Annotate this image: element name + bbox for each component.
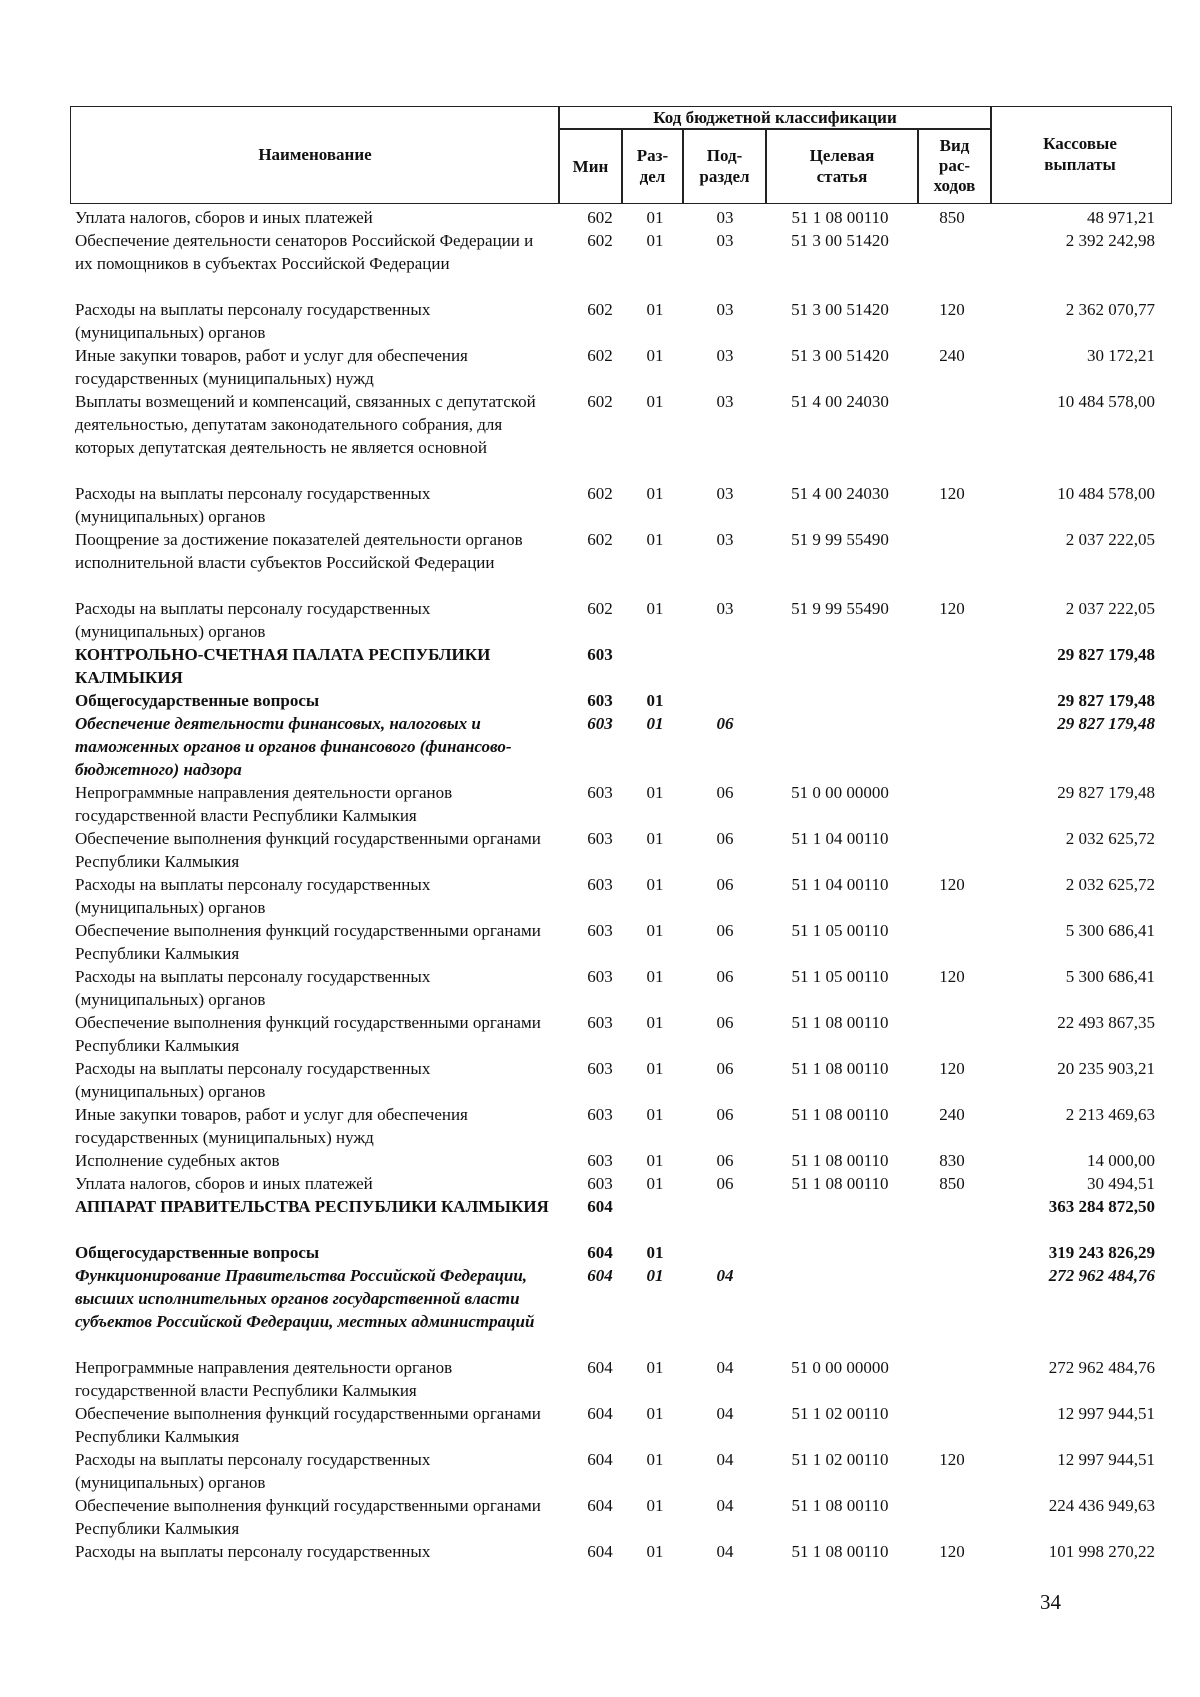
header-group: Код бюджетной классификации (653, 108, 897, 127)
row-min: 602 (587, 300, 613, 319)
row-vid: 240 (939, 1105, 965, 1124)
row-name: Обеспечение деятельности сенаторов Российской Федерации и их помощников в субъектах Российской Федерации (75, 231, 534, 273)
row-celevaya: 51 1 08 00110 (791, 1542, 889, 1561)
row-name: Расходы на выплаты персоналу государственных (муниципальных) органов (75, 1059, 431, 1101)
row-podrazdel: 03 (716, 484, 734, 503)
row-razdel: 01 (646, 1013, 664, 1032)
header-podrazdel: Под- раздел (699, 146, 750, 186)
row-podrazdel: 06 (716, 921, 734, 940)
row-vid: 120 (939, 875, 965, 894)
row-podrazdel: 04 (716, 1358, 734, 1377)
row-celevaya: 51 3 00 51420 (791, 231, 889, 250)
row-min: 603 (587, 1151, 613, 1170)
row-podrazdel: 04 (716, 1450, 734, 1469)
row-celevaya: 51 1 08 00110 (791, 1174, 889, 1193)
table-row (0, 1356, 1200, 1402)
table-row (0, 1241, 1200, 1264)
table-row (0, 1540, 1200, 1563)
row-razdel: 01 (646, 392, 664, 411)
table-row (0, 827, 1200, 873)
row-amount: 12 997 944,51 (1057, 1404, 1155, 1423)
table-row (0, 1149, 1200, 1172)
row-name: Расходы на выплаты персоналу государственных (муниципальных) органов (75, 875, 431, 917)
table-row (0, 1172, 1200, 1195)
row-vid: 850 (939, 208, 965, 227)
row-vid: 830 (939, 1151, 965, 1170)
row-celevaya: 51 1 05 00110 (791, 921, 889, 940)
row-amount: 5 300 686,41 (1065, 967, 1155, 986)
row-amount: 2 362 070,77 (1065, 300, 1155, 319)
row-name: Расходы на выплаты персоналу государственных (муниципальных) органов (75, 599, 431, 641)
row-razdel: 01 (646, 829, 664, 848)
row-razdel: 01 (646, 1105, 664, 1124)
row-razdel: 01 (646, 691, 664, 710)
row-min: 603 (587, 875, 613, 894)
row-min: 604 (587, 1542, 613, 1561)
row-amount: 20 235 903,21 (1057, 1059, 1155, 1078)
table-row (0, 689, 1200, 712)
row-name: Общегосударственные вопросы (75, 691, 320, 710)
row-celevaya: 51 4 00 24030 (791, 392, 889, 411)
row-min: 603 (587, 645, 613, 664)
table-row (0, 781, 1200, 827)
row-amount: 48 971,21 (1087, 208, 1155, 227)
row-min: 603 (587, 829, 613, 848)
row-min: 603 (587, 921, 613, 940)
row-razdel: 01 (646, 1243, 664, 1262)
row-min: 602 (587, 530, 613, 549)
row-vid: 120 (939, 1450, 965, 1469)
table-row (0, 873, 1200, 919)
row-razdel: 01 (646, 714, 664, 733)
row-podrazdel: 04 (716, 1404, 734, 1423)
row-razdel: 01 (646, 346, 664, 365)
row-podrazdel: 04 (716, 1496, 734, 1515)
row-podrazdel: 04 (716, 1266, 734, 1285)
row-amount: 2 392 242,98 (1065, 231, 1155, 250)
row-razdel: 01 (646, 484, 664, 503)
header-celevaya: Целевая статья (809, 146, 875, 186)
row-podrazdel: 06 (716, 1151, 734, 1170)
row-min: 604 (587, 1197, 613, 1216)
row-celevaya: 51 1 08 00110 (791, 208, 889, 227)
row-celevaya: 51 4 00 24030 (791, 484, 889, 503)
row-podrazdel: 06 (716, 1105, 734, 1124)
row-razdel: 01 (646, 208, 664, 227)
row-amount: 29 827 179,48 (1057, 645, 1155, 664)
row-celevaya: 51 1 02 00110 (791, 1450, 889, 1469)
row-celevaya: 51 0 00 00000 (791, 783, 889, 802)
row-name: Обеспечение выполнения функций государственными органами Республики Калмыкия (75, 921, 541, 963)
table-row (0, 344, 1200, 390)
row-amount: 10 484 578,00 (1057, 484, 1155, 503)
row-name: Расходы на выплаты персоналу государственных (75, 1542, 431, 1561)
row-podrazdel: 03 (716, 231, 734, 250)
header-min: Мин (572, 156, 609, 176)
row-vid: 850 (939, 1174, 965, 1193)
row-razdel: 01 (646, 1450, 664, 1469)
row-min: 603 (587, 783, 613, 802)
row-amount: 224 436 949,63 (1048, 1496, 1155, 1515)
row-celevaya: 51 3 00 51420 (791, 346, 889, 365)
table-row (0, 1195, 1200, 1241)
row-razdel: 01 (646, 300, 664, 319)
row-min: 602 (587, 208, 613, 227)
row-amount: 22 493 867,35 (1057, 1013, 1155, 1032)
row-name: КОНТРОЛЬНО-СЧЕТНАЯ ПАЛАТА РЕСПУБЛИКИ КАЛМЫКИЯ (75, 645, 491, 687)
table-row (0, 1103, 1200, 1149)
row-vid: 120 (939, 967, 965, 986)
row-celevaya: 51 1 05 00110 (791, 967, 889, 986)
row-podrazdel: 03 (716, 392, 734, 411)
row-vid: 120 (939, 599, 965, 618)
table-row (0, 206, 1200, 229)
row-celevaya: 51 3 00 51420 (791, 300, 889, 319)
header-sum: Кассовые выплаты (1043, 134, 1117, 174)
row-min: 602 (587, 484, 613, 503)
row-name: Выплаты возмещений и компенсаций, связанных с депутатской деятельностью, депутатам законодательного собрания, для которых депутатская деятельность не является основной (75, 392, 536, 457)
row-razdel: 01 (646, 967, 664, 986)
header-name: Наименование (258, 144, 372, 164)
row-amount: 29 827 179,48 (1057, 691, 1155, 710)
row-razdel: 01 (646, 1151, 664, 1170)
row-min: 604 (587, 1243, 613, 1262)
row-min: 602 (587, 231, 613, 250)
row-name: Исполнение судебных актов (75, 1151, 280, 1170)
row-name: Общегосударственные вопросы (75, 1243, 320, 1262)
row-razdel: 01 (646, 1174, 664, 1193)
row-vid: 240 (939, 346, 965, 365)
row-podrazdel: 06 (716, 1174, 734, 1193)
row-name: Обеспечение выполнения функций государственными органами Республики Калмыкия (75, 829, 541, 871)
table-row (0, 482, 1200, 528)
row-celevaya: 51 1 08 00110 (791, 1013, 889, 1032)
row-name: Поощрение за достижение показателей деятельности органов исполнительной власти субъектов Российской Федерации (75, 530, 523, 572)
table-body (0, 206, 1200, 1563)
row-min: 602 (587, 599, 613, 618)
row-min: 603 (587, 714, 613, 733)
table-row (0, 643, 1200, 689)
row-min: 603 (587, 1174, 613, 1193)
page-number: 34 (1040, 1590, 1061, 1614)
row-min: 603 (587, 967, 613, 986)
row-name: Уплата налогов, сборов и иных платежей (75, 208, 373, 227)
row-podrazdel: 06 (716, 1059, 734, 1078)
row-podrazdel: 03 (716, 599, 734, 618)
table-row (0, 229, 1200, 298)
row-celevaya: 51 0 00 00000 (791, 1358, 889, 1377)
row-razdel: 01 (646, 599, 664, 618)
row-name: Функционирование Правительства Российской Федерации, высших исполнительных органов государственной власти субъектов Российской Федерации, местных администраций (75, 1266, 535, 1331)
row-amount: 2 032 625,72 (1065, 875, 1155, 894)
row-amount: 2 032 625,72 (1065, 829, 1155, 848)
row-razdel: 01 (646, 530, 664, 549)
row-celevaya: 51 9 99 55490 (791, 530, 889, 549)
row-amount: 29 827 179,48 (1057, 783, 1155, 802)
row-podrazdel: 06 (716, 829, 734, 848)
row-min: 604 (587, 1496, 613, 1515)
row-name: Расходы на выплаты персоналу государственных (муниципальных) органов (75, 1450, 431, 1492)
row-min: 604 (587, 1266, 613, 1285)
row-min: 602 (587, 392, 613, 411)
table-row (0, 1264, 1200, 1356)
row-name: Непрограммные направления деятельности органов государственной власти Республики Калмыкия (75, 1358, 453, 1400)
row-razdel: 01 (646, 875, 664, 894)
row-amount: 30 172,21 (1087, 346, 1155, 365)
table-row (0, 1011, 1200, 1057)
row-podrazdel: 03 (716, 208, 734, 227)
row-min: 602 (587, 346, 613, 365)
row-razdel: 01 (646, 231, 664, 250)
row-celevaya: 51 9 99 55490 (791, 599, 889, 618)
row-vid: 120 (939, 1542, 965, 1561)
row-razdel: 01 (646, 1496, 664, 1515)
row-podrazdel: 03 (716, 300, 734, 319)
row-razdel: 01 (646, 921, 664, 940)
row-celevaya: 51 1 08 00110 (791, 1105, 889, 1124)
row-min: 603 (587, 691, 613, 710)
row-name: Иные закупки товаров, работ и услуг для обеспечения государственных (муниципальных) нужд (75, 1105, 468, 1147)
row-podrazdel: 03 (716, 346, 734, 365)
row-podrazdel: 06 (716, 783, 734, 802)
table-row (0, 919, 1200, 965)
row-celevaya: 51 1 04 00110 (791, 875, 889, 894)
row-celevaya: 51 1 08 00110 (791, 1496, 889, 1515)
table-row (0, 1448, 1200, 1494)
row-podrazdel: 04 (716, 1542, 734, 1561)
row-name: Непрограммные направления деятельности органов государственной власти Республики Калмыкия (75, 783, 453, 825)
row-name: Расходы на выплаты персоналу государственных (муниципальных) органов (75, 967, 431, 1009)
row-celevaya: 51 1 04 00110 (791, 829, 889, 848)
row-amount: 101 998 270,22 (1048, 1542, 1155, 1561)
row-amount: 2 037 222,05 (1065, 530, 1155, 549)
row-razdel: 01 (646, 1266, 664, 1285)
row-amount: 272 962 484,76 (1048, 1358, 1155, 1377)
row-min: 604 (587, 1450, 613, 1469)
row-name: Расходы на выплаты персоналу государственных (муниципальных) органов (75, 300, 431, 342)
row-amount: 5 300 686,41 (1065, 921, 1155, 940)
row-razdel: 01 (646, 1358, 664, 1377)
row-amount: 2 037 222,05 (1065, 599, 1155, 618)
table-row (0, 390, 1200, 482)
row-razdel: 01 (646, 1542, 664, 1561)
row-name: Обеспечение деятельности финансовых, налоговых и таможенных органов и органов финансового (финансово-бюджетного) надзора (75, 714, 512, 779)
row-amount: 363 284 872,50 (1048, 1197, 1155, 1216)
row-razdel: 01 (646, 1059, 664, 1078)
row-podrazdel: 06 (716, 967, 734, 986)
row-name: Иные закупки товаров, работ и услуг для обеспечения государственных (муниципальных) нужд (75, 346, 468, 388)
header-razdel: Раз- дел (636, 146, 669, 186)
row-podrazdel: 03 (716, 530, 734, 549)
row-podrazdel: 06 (716, 714, 734, 733)
row-amount: 14 000,00 (1087, 1151, 1155, 1170)
row-min: 603 (587, 1105, 613, 1124)
header-vid: Вид рас- ходов (933, 136, 976, 195)
row-amount: 10 484 578,00 (1057, 392, 1155, 411)
table-row (0, 597, 1200, 643)
table-row (0, 298, 1200, 344)
row-podrazdel: 06 (716, 875, 734, 894)
table-row (0, 965, 1200, 1011)
row-name: Уплата налогов, сборов и иных платежей (75, 1174, 373, 1193)
row-min: 603 (587, 1013, 613, 1032)
row-celevaya: 51 1 08 00110 (791, 1059, 889, 1078)
row-min: 604 (587, 1358, 613, 1377)
row-amount: 30 494,51 (1087, 1174, 1155, 1193)
row-podrazdel: 06 (716, 1013, 734, 1032)
row-celevaya: 51 1 02 00110 (791, 1404, 889, 1423)
table-row (0, 528, 1200, 597)
row-razdel: 01 (646, 783, 664, 802)
row-vid: 120 (939, 484, 965, 503)
row-vid: 120 (939, 1059, 965, 1078)
row-name: Обеспечение выполнения функций государственными органами Республики Калмыкия (75, 1013, 541, 1055)
table-row (0, 1494, 1200, 1540)
row-amount: 12 997 944,51 (1057, 1450, 1155, 1469)
row-amount: 319 243 826,29 (1048, 1243, 1155, 1262)
row-min: 604 (587, 1404, 613, 1423)
row-min: 603 (587, 1059, 613, 1078)
row-amount: 29 827 179,48 (1057, 714, 1155, 733)
row-amount: 272 962 484,76 (1048, 1266, 1155, 1285)
row-name: Расходы на выплаты персоналу государственных (муниципальных) органов (75, 484, 431, 526)
table-row (0, 1057, 1200, 1103)
row-name: АППАРАТ ПРАВИТЕЛЬСТВА РЕСПУБЛИКИ КАЛМЫКИЯ (75, 1197, 549, 1216)
row-amount: 2 213 469,63 (1065, 1105, 1155, 1124)
table-row (0, 712, 1200, 781)
row-vid: 120 (939, 300, 965, 319)
row-name: Обеспечение выполнения функций государственными органами Республики Калмыкия (75, 1496, 541, 1538)
row-name: Обеспечение выполнения функций государственными органами Республики Калмыкия (75, 1404, 541, 1446)
table-row (0, 1402, 1200, 1448)
row-razdel: 01 (646, 1404, 664, 1423)
row-celevaya: 51 1 08 00110 (791, 1151, 889, 1170)
